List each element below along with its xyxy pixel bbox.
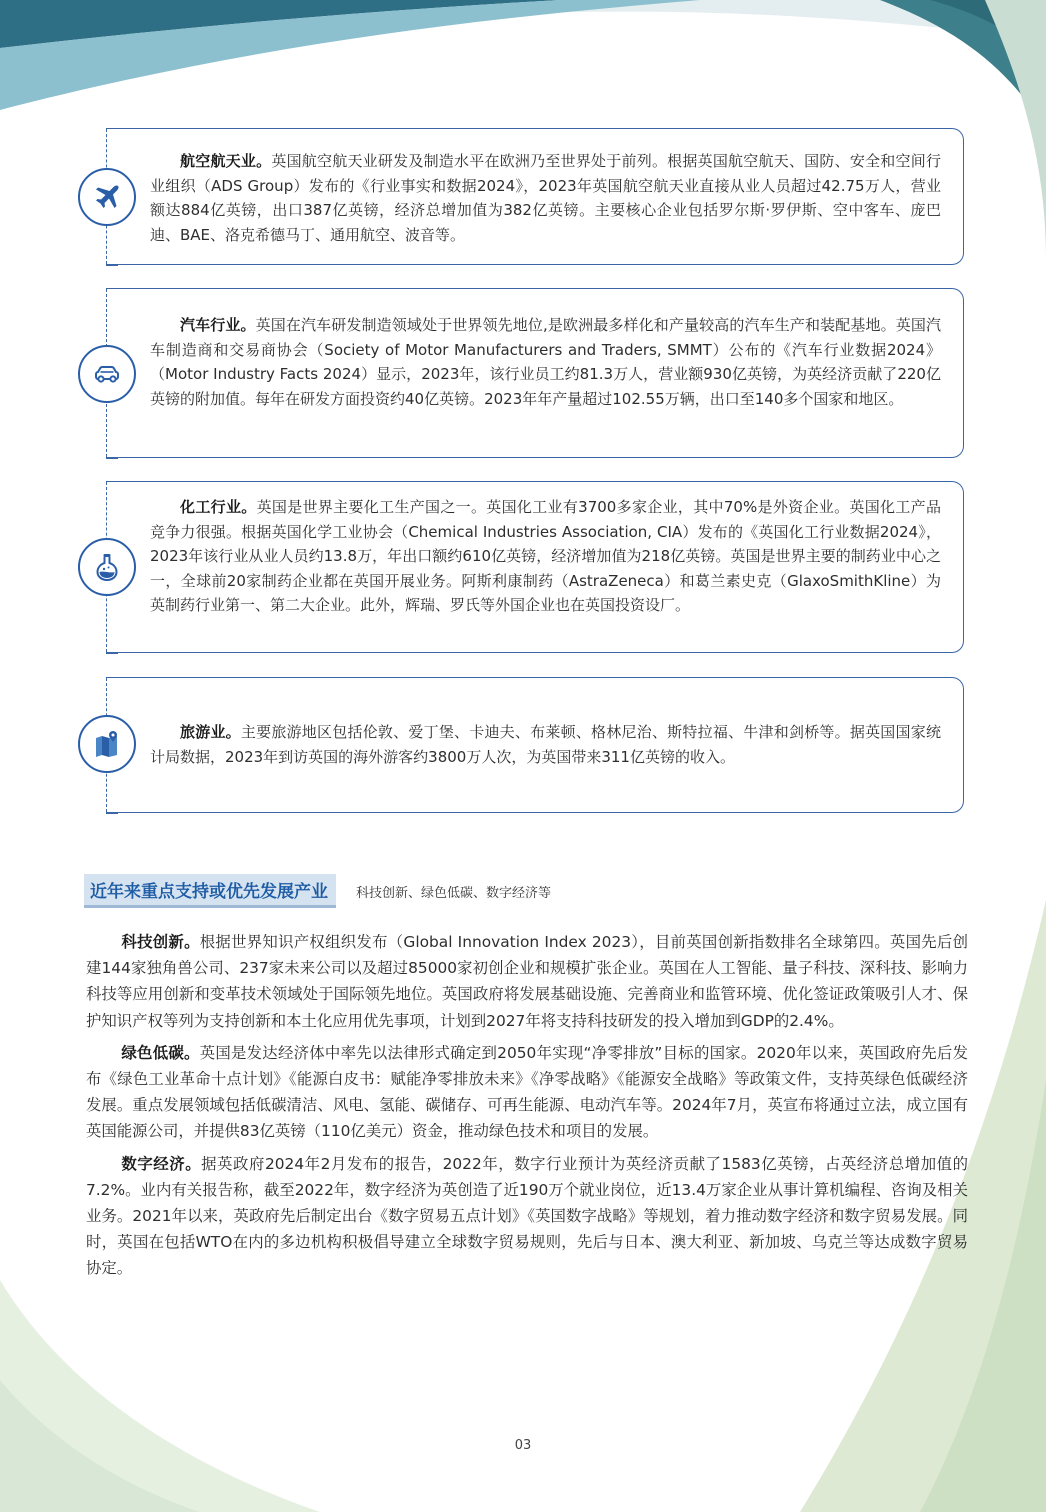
- card-body: 英国航空航天业研发及制造水平在欧洲乃至世界处于前列。根据英国航空航天、国防、安全和空间行业组织（ADS Group）发布的《行业事实和数据2024》，2023年英国航空航天业直接从业人员超过42.75万人，营业额达884亿英镑，出口387亿英镑，经济总增加值为382亿英镑。主要核心企业包括罗尔斯·罗伊斯、空中客车、庞巴迪、BAE、洛克希德马丁、通用航空、波音等。: [150, 152, 941, 244]
- paragraph-body: 英国是发达经济体中率先以法律形式确定到2050年实现“净零排放”目标的国家。2020年以来，英国政府先后发布《绿色工业革命十点计划》《能源白皮书：赋能净零排放未来》《净零战略》《能源安全战略》等政策文件，支持英绿色低碳经济发展。重点发展领域包括低碳清洁、风电、氢能、碳储存、可再生能源、电动汽车等。2024年7月，英宣布将通过立法，成立国有英国能源公司，并提供83亿英镑（110亿美元）资金，推动绿色技术和项目的发展。: [86, 1043, 968, 1141]
- flask-icon: [78, 538, 136, 596]
- paragraph-digital-economy: [86, 1151, 968, 1282]
- paragraph-body: 根据世界知识产权组织发布（Global Innovation Index 2023），目前英国创新指数排名全球第四。英国先后创建144家独角兽公司、237家未来公司以及超过85000家初创企业和规模扩张企业。英国在人工智能、量子科技、深科技、影响力科技等应用创新和变革技术领域处于国际领先地位。英国政府将发展基础设施、完善商业和监管环境、优化签证政策吸引人才、保护知识产权等列为支持创新和本土化应用优先事项，计划到2027年将支持科技研发的投入增加到GDP的2.4%。: [86, 933, 968, 1030]
- card-lead: 航空航天业。: [180, 152, 272, 170]
- card-lead: 化工行业。: [180, 498, 257, 516]
- paragraph-lead: 绿色低碳。: [121, 1043, 200, 1062]
- industry-card-aerospace: [106, 128, 964, 265]
- card-lead: 旅游业。: [180, 723, 241, 741]
- section-title: 近年来重点支持或优先发展产业: [84, 874, 336, 908]
- airplane-icon: [78, 168, 136, 226]
- paragraph-tech-innovation: [86, 929, 968, 1034]
- industry-card-automotive: [106, 288, 964, 458]
- card-body: 英国在汽车研发制造领域处于世界领先地位,是欧洲最多样化和产量较高的汽车生产和装配基地。英国汽车制造商和交易商协会（Society of Motor Manufacturers and Traders, SMMT）公布的《汽车行业数据2024》（Motor Industry Facts 2024）显示，2023年，该行业员工约81.3万人，营业额930亿英镑，为英经济贡献了220亿英镑的附加值。每年在研发方面投资约40亿英镑。2023年年产量超过102.55万辆，出口至140多个国家和地区。: [150, 316, 941, 408]
- paragraph-green-low-carbon: [86, 1040, 968, 1145]
- card-lead: 汽车行业。: [180, 316, 256, 334]
- page-number: 03: [514, 1438, 532, 1453]
- card-text: [150, 149, 941, 247]
- paragraph-body: 据英政府2024年2月发布的报告，2022年，数字行业预计为英经济贡献了1583亿英镑，占英经济总增加值的7.2%。业内有关报告称，截至2022年，数字经济为英创造了近190万个就业岗位，近13.4万家企业从事计算机编程、咨询及相关业务。2021年以来，英政府先后制定出台《数字贸易五点计划》《英国数字战略》等规划，着力推动数字经济和数字贸易发展。同时，英国在包括WTO在内的多边机构积极倡导建立全球数字贸易规则，先后与日本、澳大利亚、新加坡、乌克兰等达成数字贸易协定。: [86, 1154, 968, 1278]
- body-text: [86, 929, 968, 1288]
- industry-card-chemical: [106, 481, 964, 653]
- paragraph-lead: 数字经济。: [121, 1154, 202, 1173]
- card-text: [150, 313, 941, 411]
- card-text: [150, 720, 941, 769]
- paragraph-lead: 科技创新。: [121, 933, 200, 951]
- card-text: [150, 495, 941, 618]
- card-body: 英国是世界主要化工生产国之一。英国化工业有3700多家企业，其中70%是外资企业。英国化工产品竞争力很强。根据英国化学工业协会（Chemical Industries Association, CIA）发布的《英国化工行业数据2024》，2023年该行业从业人员约13.8万，年出口额约610亿英镑，经济增加值为218亿英镑。英国是世界主要的制药业中心之一，全球前20家制药企业都在英国开展业务。阿斯利康制药（AstraZeneca）和葛兰素史克（GlaxoSmithKline）为英制药行业第一、第二大企业。此外，辉瑞、罗氏等外国企业也在英国投资设厂。: [150, 498, 941, 614]
- car-icon: [78, 345, 136, 403]
- section-subtitle: 科技创新、绿色低碳、数字经济等: [356, 885, 552, 901]
- section-heading: [84, 877, 551, 905]
- industry-card-tourism: [106, 677, 964, 813]
- card-body: 主要旅游地区包括伦敦、爱丁堡、卡迪夫、布莱顿、格林尼治、斯特拉福、牛津和剑桥等。据英国国家统计局数据，2023年到访英国的海外游客约3800万人次，为英国带来311亿英镑的收入。: [150, 723, 941, 766]
- map-icon: [78, 715, 136, 773]
